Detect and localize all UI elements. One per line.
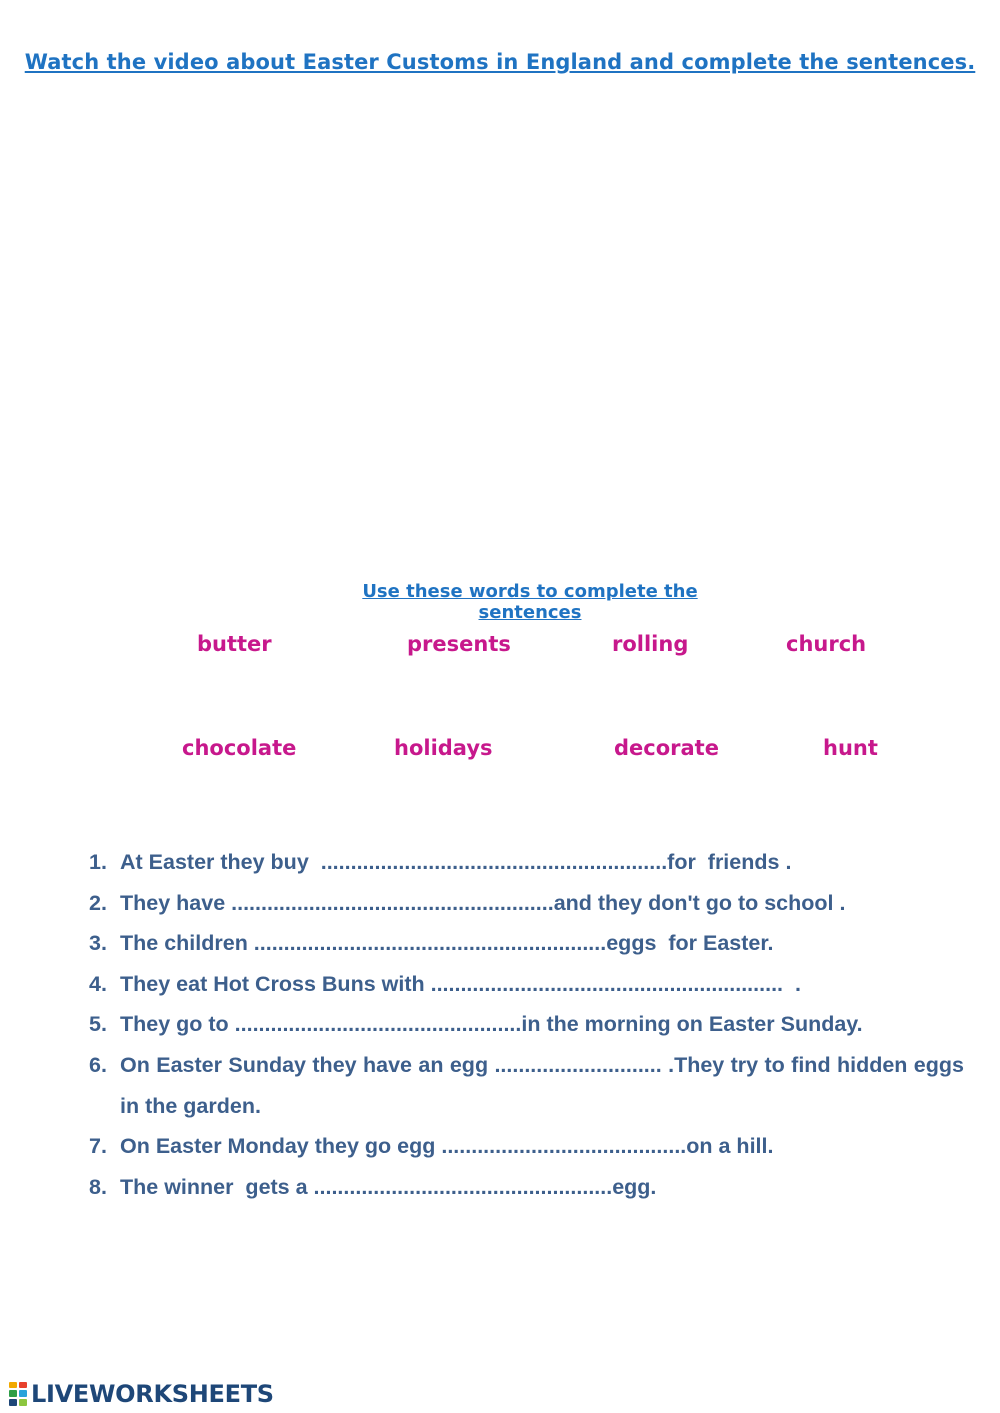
sentence-item	[89, 1167, 964, 1208]
sentence-number: 4.	[89, 971, 107, 996]
word-bank-item: holidays	[394, 736, 493, 760]
sentence-text: On Easter Sunday they have an egg ............................ .They try to find hidden eggs in the garden.	[120, 1052, 964, 1118]
word-bank-item: church	[786, 632, 867, 656]
liveworksheets-logo-icon	[8, 1381, 28, 1407]
word-bank-item: presents	[407, 632, 511, 656]
sentence-item	[89, 1045, 964, 1126]
liveworksheets-brand: LIVEWORKSHEETS	[31, 1380, 274, 1408]
sentence-item	[89, 883, 964, 924]
word-bank-instruction: Use these words to complete the sentences	[362, 581, 698, 623]
word-bank-item: decorate	[614, 736, 719, 760]
word-bank-item: butter	[197, 632, 272, 656]
liveworksheets-logo	[8, 1380, 274, 1408]
sentence-text: The winner gets a ..................................................egg.	[120, 1174, 657, 1199]
sentence-number: 1.	[89, 850, 107, 874]
sentence-item	[89, 842, 964, 883]
sentence-text: They go to ................................................in the morning on Easter Sunday.	[120, 1012, 863, 1037]
sentence-text: On Easter Monday they go egg .........................................on a hill.	[120, 1134, 774, 1159]
word-bank-item: rolling	[612, 632, 689, 656]
sentence-number: 7.	[89, 1134, 107, 1159]
sentence-item	[89, 923, 964, 964]
sentence-text: The children ...........................................................eggs for Easter.	[120, 931, 774, 956]
worksheet-title: Watch the video about Easter Customs in England and complete the sentences.	[24, 50, 976, 74]
sentence-number: 2.	[89, 890, 107, 915]
sentence-item	[89, 964, 964, 1005]
word-bank-item: chocolate	[182, 736, 297, 760]
sentence-text: They have ......................................................and they don't go to school .	[120, 890, 846, 915]
sentence-item	[89, 1004, 964, 1045]
sentence-number: 5.	[89, 1012, 107, 1037]
sentence-text: At Easter they buy ..........................................................for friends .	[120, 850, 792, 874]
sentence-number: 6.	[89, 1052, 107, 1077]
sentence-item	[89, 1126, 964, 1167]
word-bank-item: hunt	[823, 736, 878, 760]
sentence-number: 8.	[89, 1174, 107, 1199]
sentence-text: They eat Hot Cross Buns with ........................................................... .	[120, 971, 801, 996]
sentence-number: 3.	[89, 931, 107, 956]
sentence-list	[89, 842, 964, 1207]
